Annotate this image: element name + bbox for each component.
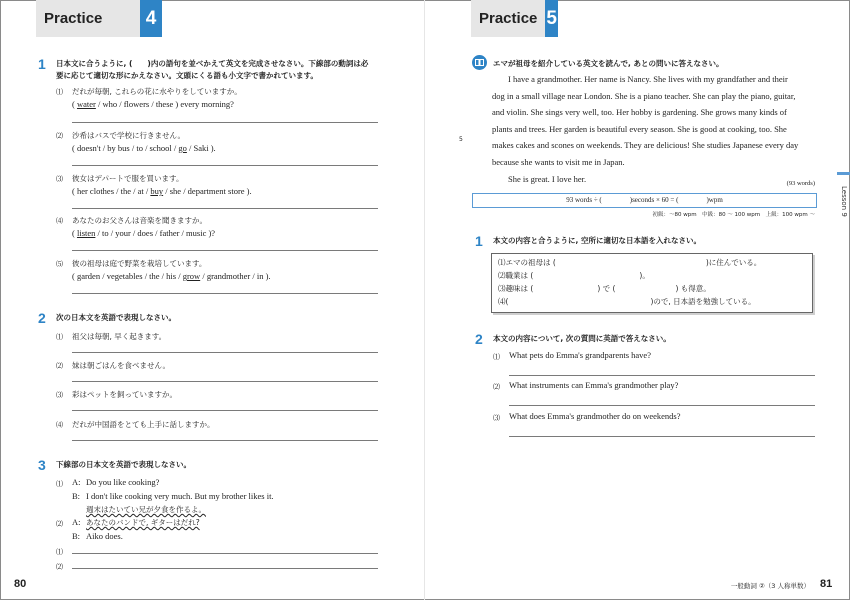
passage-intro: エマが祖母を紹介している英文を読んで, あとの問いに答えなさい。 xyxy=(493,59,724,68)
q1-item-japanese: 沙希はバスで学校に行きません。 xyxy=(72,131,185,140)
fill-item-4[interactable]: ⑷( )ので, 日本語を勉強している。 xyxy=(498,297,756,306)
q2-item-japanese: 祖父は毎朝, 早く起きます。 xyxy=(72,332,167,341)
q2-item-japanese: だれが中国語をとても上手に話しますか。 xyxy=(72,420,215,429)
left-practice-number: 4 xyxy=(140,0,162,37)
answer-line[interactable] xyxy=(72,165,378,166)
answer-line[interactable] xyxy=(72,553,378,554)
r-q2-number: 2 xyxy=(475,331,483,347)
r-q2-question: What instruments can Emma's grandmother play? xyxy=(509,380,679,390)
passage-line: dog in a small village near London. She is a piano teacher. She can play the piano, guitar, xyxy=(492,90,796,101)
wpm-levels: 初級：～80 wpm 中級：80 ～ 100 wpm 上級：100 wpm ～ xyxy=(652,212,815,218)
left-practice-title: Practice xyxy=(44,10,103,27)
wpm-formula-box[interactable]: 93 words ÷ ( )seconds × 60 = ( )wpm xyxy=(472,193,817,208)
q2-item-label: ⑷ xyxy=(56,421,63,429)
passage-line-marker: 5 xyxy=(459,136,463,143)
q2-item-label: ⑴ xyxy=(56,333,63,341)
q2-instruction: 次の日本文を英語で表現しなさい。 xyxy=(56,313,176,322)
right-page-number: 81 xyxy=(820,578,833,590)
q2-item-label: ⑵ xyxy=(56,362,63,370)
left-practice-header xyxy=(36,0,162,37)
answer-line[interactable] xyxy=(72,381,378,382)
r-q2-question: What does Emma's grandmother do on weekends? xyxy=(509,411,681,421)
answer-line[interactable] xyxy=(509,436,815,437)
right-practice-number: 5 xyxy=(545,0,558,37)
passage-line: makes cakes and scones on weekends. They are delicious! She studies Japanese every day xyxy=(492,140,799,151)
lesson-side-tab: Lesson 9 xyxy=(840,186,848,217)
answer-line[interactable] xyxy=(72,440,378,441)
q1-number: 1 xyxy=(38,56,46,72)
q3-instruction: 下線部の日本文を英語で表現しなさい。 xyxy=(56,460,191,469)
book-icon xyxy=(472,55,487,70)
q3-number: 3 xyxy=(38,457,46,473)
lesson-tab-marker xyxy=(837,172,850,175)
q1-item-japanese: 彼女はデパートで服を買います。 xyxy=(72,174,184,183)
q2-item-japanese: 妹は朝ごはんを食べません。 xyxy=(72,361,170,370)
r-q2-instruction: 本文の内容について, 次の質問に英語で答えなさい。 xyxy=(493,334,671,343)
q2-item-label: ⑶ xyxy=(56,391,63,399)
fill-item-1[interactable]: ⑴エマの祖母は ( )に住んでいる。 xyxy=(498,258,762,267)
word-count: (93 words) xyxy=(786,180,815,187)
q1-item-japanese: だれが毎朝, これらの花に水やりをしていますか。 xyxy=(72,87,242,96)
q1-item-label: ⑸ xyxy=(56,260,63,268)
q1-instruction-line1: 日本文に合うように, ( )内の語句を並べかえて英文を完成させなさい。下線部の動詞は必 xyxy=(56,59,369,68)
passage-line: because she wants to visit me in Japan. xyxy=(492,156,625,167)
page-gutter xyxy=(424,0,425,600)
answer-line[interactable] xyxy=(72,568,378,569)
q3-dialogue1-line-a: Do you like cooking? xyxy=(86,477,160,487)
passage-line: plants and trees. Her garden is beautiful every season. She is good at cooking, too. She xyxy=(492,123,787,134)
q2-item-japanese: 彩はペットを飼っていますか。 xyxy=(72,390,177,399)
answer-line[interactable] xyxy=(72,293,378,294)
q3-dialogue1-target-japanese: 週末はたいてい兄が夕食を作るよ。 xyxy=(86,505,206,514)
answer-line[interactable] xyxy=(72,250,378,251)
q3-dialogue2-label: ⑵ xyxy=(56,520,63,528)
passage-line: I have a grandmother. Her name is Nancy. She lives with my grandfather and their xyxy=(508,74,788,84)
q3-answer2-label: ⑵ xyxy=(56,563,63,571)
r-q1-number: 1 xyxy=(475,233,483,249)
answer-line[interactable] xyxy=(72,208,378,209)
q1-item-english: ( doesn't / by bus / to / school / go / Saki ). xyxy=(72,143,216,153)
q3-dialogue1-speaker-b: B: xyxy=(72,491,81,501)
q3-dialogue2-speaker-a: A: xyxy=(72,517,81,527)
q3-dialogue1-line-b: I don't like cooking very much. But my brother likes it. xyxy=(86,491,274,501)
r-q2-question: What pets do Emma's grandparents have? xyxy=(509,350,651,360)
q1-item-label: ⑷ xyxy=(56,217,63,225)
right-practice-header xyxy=(471,0,558,37)
q1-item-japanese: あなたのお父さんは音楽を聞きますか。 xyxy=(72,216,207,225)
r-q2-item-label: ⑵ xyxy=(493,383,500,391)
q1-item-english: ( her clothes / the / at / buy / she / department store ). xyxy=(72,186,252,196)
passage-line: She is great. I love her. xyxy=(508,173,587,184)
q3-dialogue1-label: ⑴ xyxy=(56,480,63,488)
q3-dialogue1-speaker-a: A: xyxy=(72,477,81,487)
fill-in-box xyxy=(491,253,813,313)
q1-item-japanese: 彼の祖母は庭で野菜を栽培しています。 xyxy=(72,259,207,268)
answer-line[interactable] xyxy=(509,375,815,376)
passage-line: and violin. She sings very well, too. Her hobby is gardening. She grows many kinds of xyxy=(492,107,787,118)
q3-answer1-label: ⑴ xyxy=(56,548,63,556)
r-q2-item-label: ⑴ xyxy=(493,353,500,361)
q1-item-label: ⑶ xyxy=(56,175,63,183)
q1-item-english: ( listen / to / your / does / father / music )? xyxy=(72,228,216,238)
fill-item-2[interactable]: ⑵職業は ( )。 xyxy=(498,271,650,280)
answer-line[interactable] xyxy=(72,410,378,411)
passage xyxy=(492,71,822,187)
r-q1-instruction: 本文の内容と合うように, 空所に適切な日本語を入れなさい。 xyxy=(493,236,701,245)
q1-item-label: ⑵ xyxy=(56,132,63,140)
q2-number: 2 xyxy=(38,310,46,326)
answer-line[interactable] xyxy=(72,122,378,123)
answer-line[interactable] xyxy=(72,352,378,353)
q1-item-label: ⑴ xyxy=(56,88,63,96)
right-practice-title: Practice xyxy=(479,10,538,27)
q3-dialogue2-target-japanese: あなたのバンドで, ギターはだれ? xyxy=(86,518,200,527)
q3-dialogue2-line-b: Aiko does. xyxy=(86,531,123,541)
q1-item-english: ( garden / vegetables / the / his / grow / grandmother / in ). xyxy=(72,271,271,281)
footer-grammar-label: 一般動詞 ②（3 人称単数） xyxy=(730,582,810,590)
fill-item-3[interactable]: ⑶趣味は ( ) で ( ) も得意。 xyxy=(498,284,711,293)
q1-item-english: ( water / who / flowers / these ) every morning? xyxy=(72,99,234,109)
left-page-number: 80 xyxy=(14,578,27,590)
r-q2-item-label: ⑶ xyxy=(493,414,500,422)
answer-line[interactable] xyxy=(509,405,815,406)
q3-dialogue2-speaker-b: B: xyxy=(72,531,81,541)
q1-instruction-line2: 要に応じて適切な形にかえなさい。文頭にくる語も小文字で書かれています。 xyxy=(56,71,318,80)
